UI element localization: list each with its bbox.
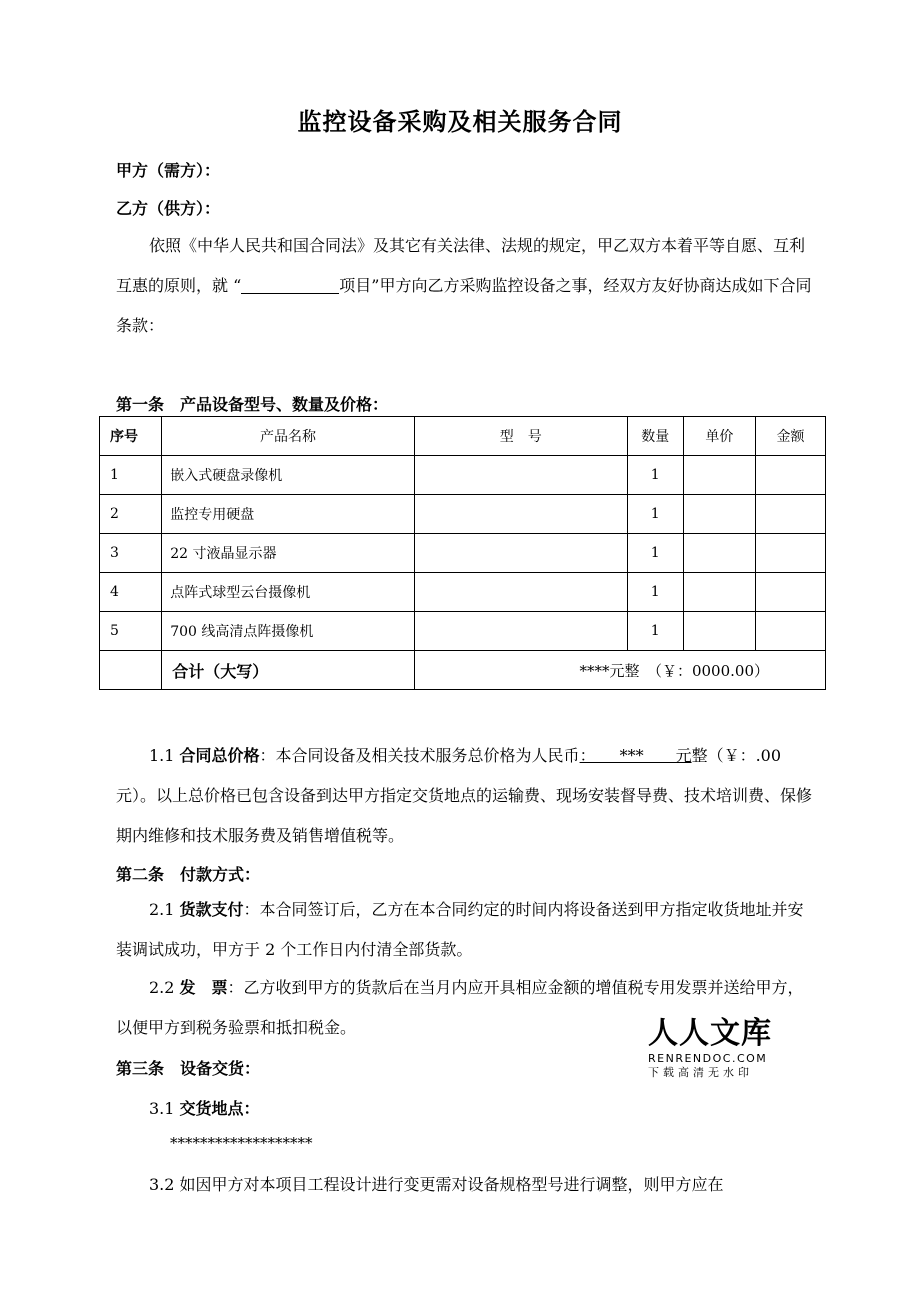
total-label: 合计（大写） (162, 651, 415, 690)
row-price (683, 612, 755, 651)
row-model (414, 612, 627, 651)
table-row (100, 495, 826, 534)
row-amount (755, 534, 825, 573)
row-name: 嵌入式硬盘录像机 (162, 456, 415, 495)
row-amount (755, 456, 825, 495)
article-3-heading: 第三条 设备交货： (116, 1059, 261, 1078)
equipment-table (99, 416, 826, 690)
row-no: 1 (100, 456, 162, 495)
clause-1-1-text-2: 整（￥：.00 元）。以上总价格已包含设备到达甲方指定交货地点的运输费、现场安装督导费、技术培训费、保修期内维修和技术服务费及销售增值税等。 (116, 746, 813, 845)
row-model (414, 495, 627, 534)
table-total-row (100, 651, 826, 690)
row-qty: 1 (627, 456, 683, 495)
row-price (683, 495, 755, 534)
row-amount (755, 573, 825, 612)
header-no: 序号 (100, 417, 162, 456)
clause-3-2: 3.2 如因甲方对本项目工程设计进行变更需对设备规格型号进行调整，则甲方应在 (149, 1175, 724, 1194)
row-name: 点阵式球型云台摄像机 (162, 573, 415, 612)
table-row (100, 456, 826, 495)
intro-text-1: 依照《中华人民共和国合同法》及其它有关法律、法规的规定，甲乙双方本着平等自愿、互利互惠的原则，就 “ (116, 236, 806, 295)
row-qty: 1 (627, 612, 683, 651)
watermark-url: RENRENDOC.COM (648, 1052, 768, 1065)
article-2-heading: 第二条 付款方式： (116, 865, 261, 884)
row-qty: 1 (627, 573, 683, 612)
row-amount (755, 495, 825, 534)
page-title: 监控设备采购及相关服务合同 (297, 108, 623, 136)
row-no: 3 (100, 534, 162, 573)
total-empty-cell (100, 651, 162, 690)
row-price (683, 573, 755, 612)
row-no: 4 (100, 573, 162, 612)
row-amount (755, 612, 825, 651)
intro-text-2: 项目”甲方向乙方采购监控设备之事，经双方友好协商达成如下合同条款： (116, 276, 812, 335)
clause-2-2-num: 2.2 (149, 978, 180, 997)
row-name: 监控专用硬盘 (162, 495, 415, 534)
clause-2-2-label: 发 票 (179, 978, 228, 997)
clause-2-2-text: ：乙方收到甲方的货款后在当月内应开具相应金额的增值税专用发票并送给甲方，以便甲方到税务验票和抵扣税金。 (116, 978, 804, 1037)
watermark-subtitle: 下载高清无水印 (648, 1066, 753, 1079)
clause-2-1 (116, 890, 812, 970)
clause-1-1-label: 合同总价格 (179, 746, 260, 765)
table-row (100, 534, 826, 573)
row-name: 22 寸液晶显示器 (162, 534, 415, 573)
clause-3-1-num: 3.1 (149, 1099, 180, 1118)
row-name: 700 线高清点阵摄像机 (162, 612, 415, 651)
watermark-logo: 人人文库 (648, 1016, 772, 1051)
table-row (100, 573, 826, 612)
row-price (683, 534, 755, 573)
row-model (414, 456, 627, 495)
party-b-label: 乙方（供方）： (116, 199, 221, 218)
row-model (414, 573, 627, 612)
row-no: 5 (100, 612, 162, 651)
clause-2-1-label: 货款支付 (179, 900, 244, 919)
row-qty: 1 (627, 495, 683, 534)
row-no: 2 (100, 495, 162, 534)
header-price: 单价 (683, 417, 755, 456)
row-qty: 1 (627, 534, 683, 573)
clause-3-1 (149, 1096, 260, 1119)
table-row (100, 612, 826, 651)
project-name-blank (241, 277, 339, 294)
row-price (683, 456, 755, 495)
party-a-label: 甲方（需方）： (116, 161, 221, 180)
delivery-address-stars: ******************* (170, 1134, 313, 1152)
clause-1-1-text-1: ：本合同设备及相关技术服务总价格为人民币 (259, 746, 580, 765)
header-qty: 数量 (627, 417, 683, 456)
row-model (414, 534, 627, 573)
intro-paragraph (116, 226, 812, 346)
header-model: 型 号 (414, 417, 627, 456)
table-header-row (100, 417, 826, 456)
clause-1-1-num: 1.1 (149, 746, 180, 765)
total-value: ****元整 （￥：0000.00） (414, 651, 825, 690)
clause-2-1-num: 2.1 (149, 900, 180, 919)
clause-2-1-text: ：本合同签订后，乙方在本合同约定的时间内将设备送到甲方指定收货地址并安装调试成功，甲方于 2 个工作日内付清全部货款。 (116, 900, 804, 959)
article-1-heading: 第一条 产品设备型号、数量及价格： (116, 395, 389, 414)
clause-3-1-label: 交货地点： (179, 1099, 260, 1118)
header-amount: 金额 (755, 417, 825, 456)
watermark (648, 1018, 772, 1080)
header-name: 产品名称 (162, 417, 415, 456)
clause-1-1-amount: ： *** 元 (579, 746, 692, 765)
clause-1-1 (116, 736, 812, 856)
